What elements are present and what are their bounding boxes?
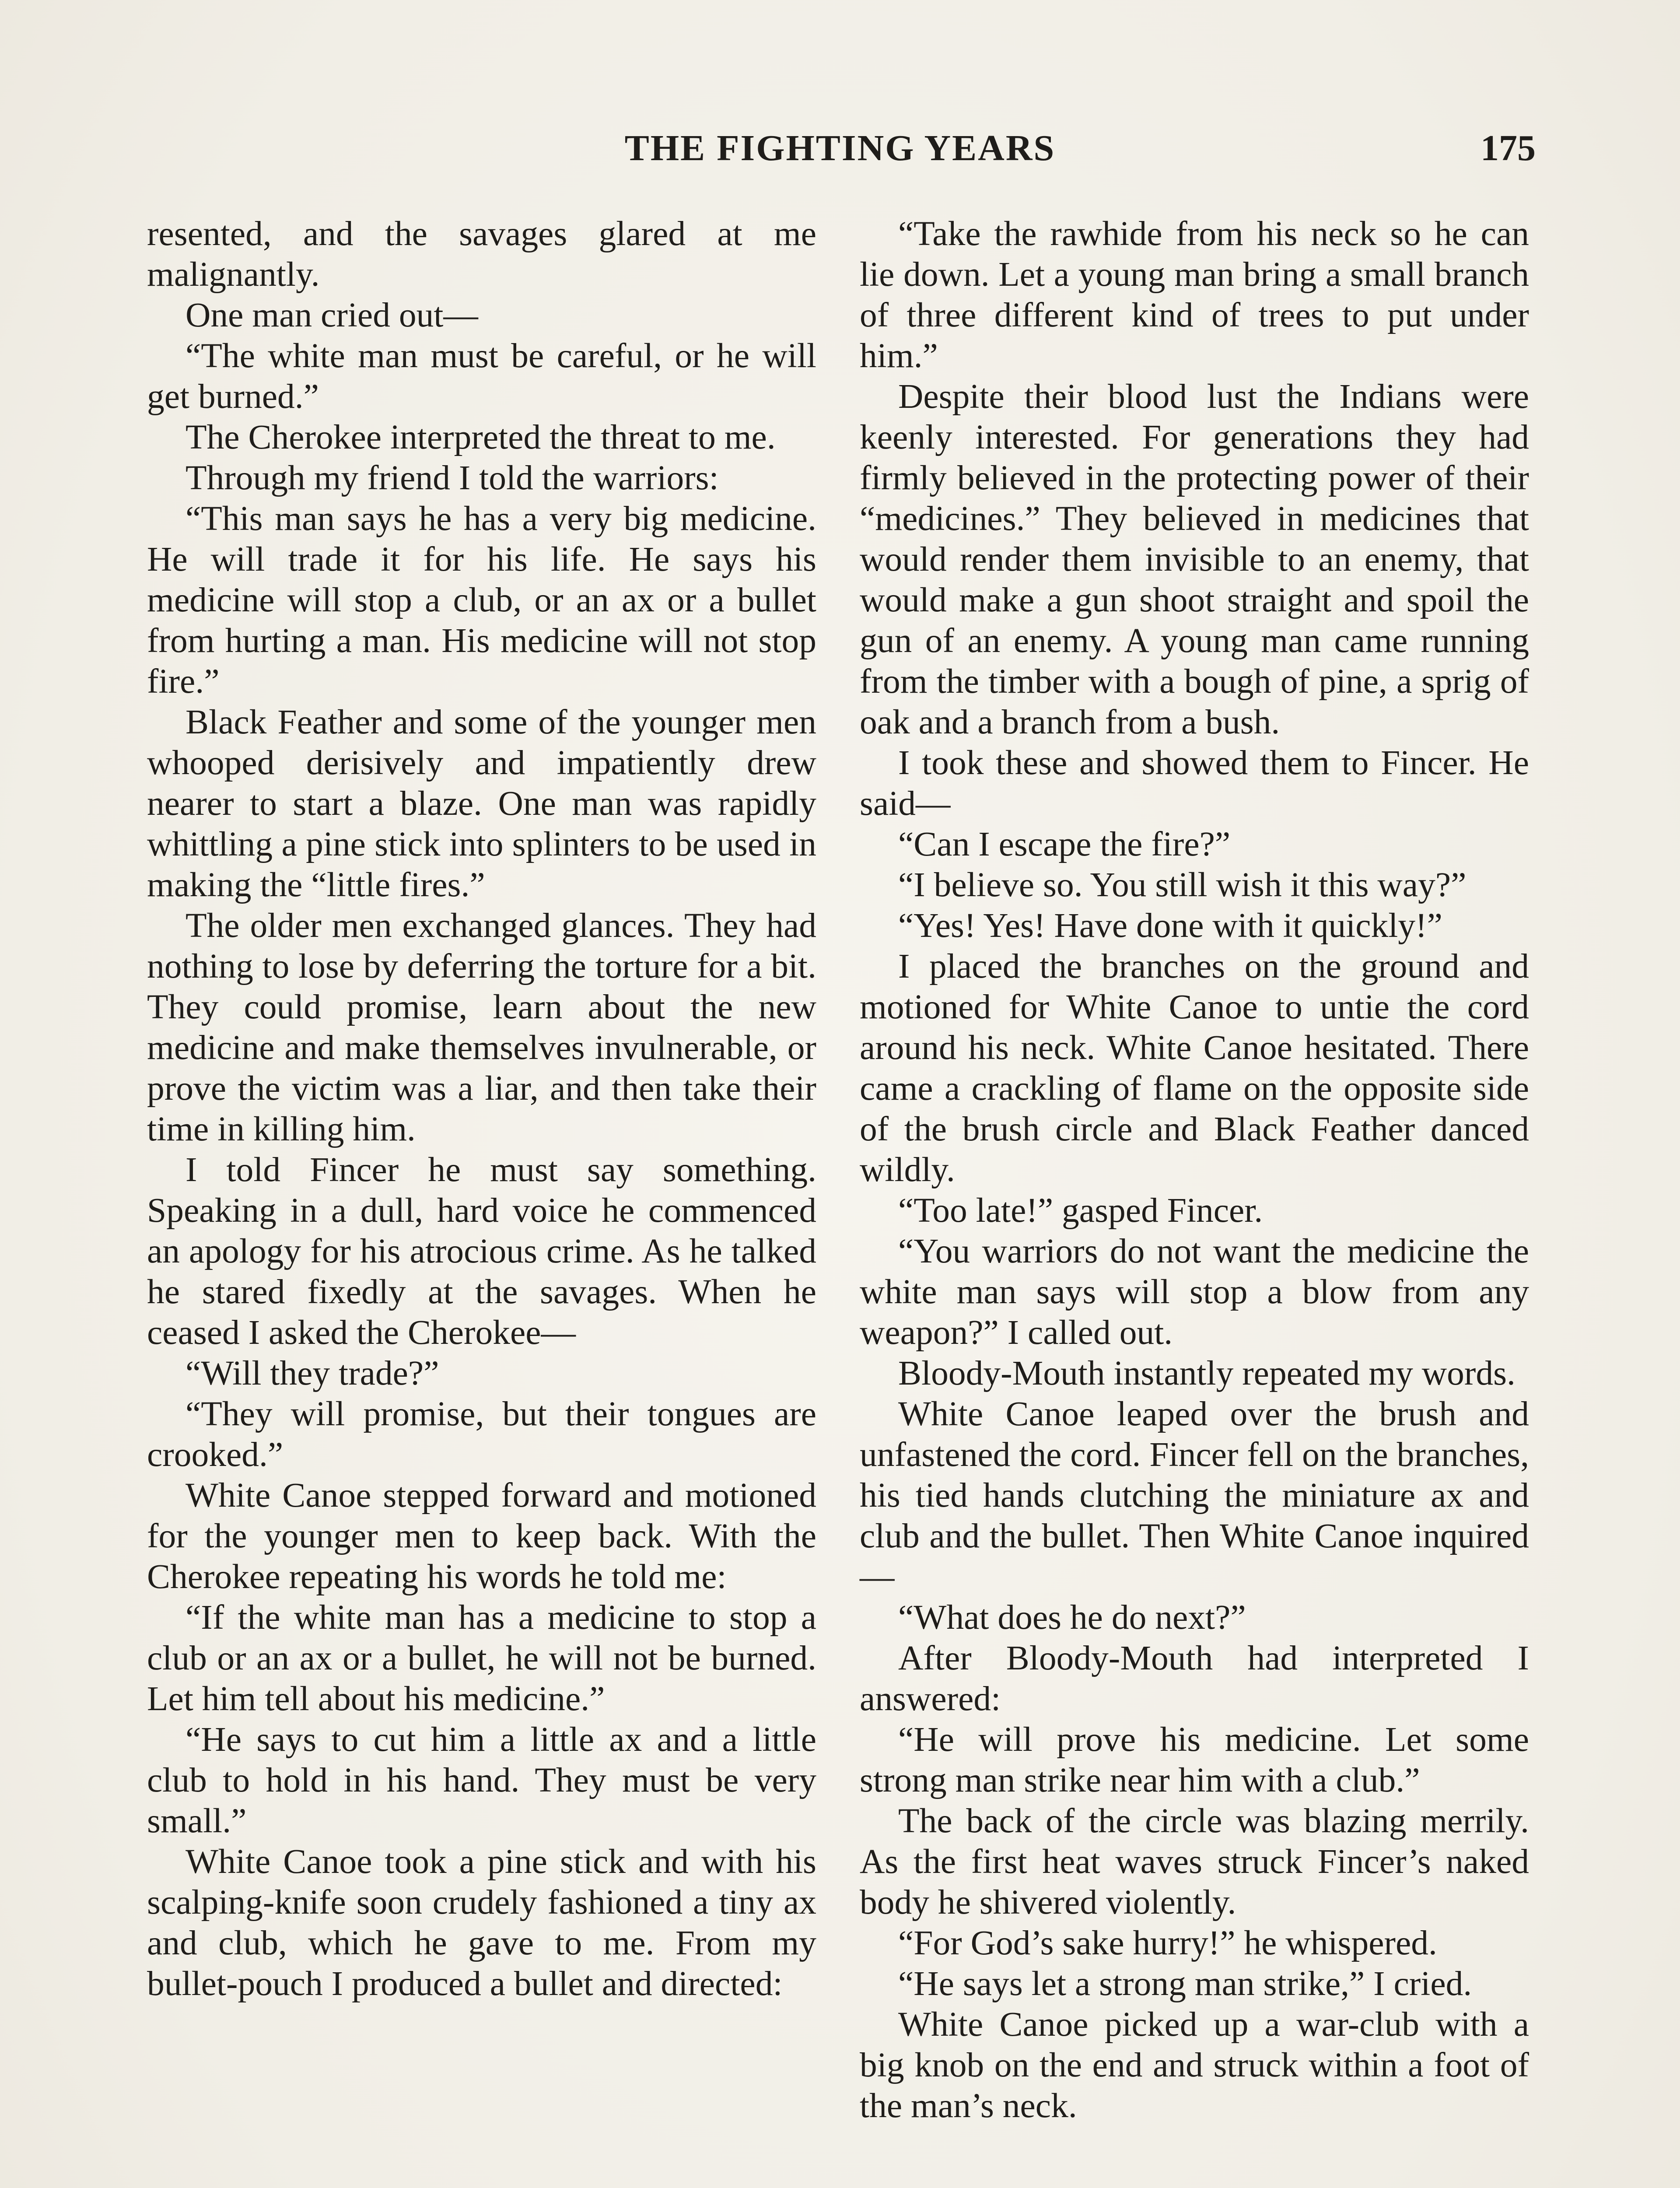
paragraph: I took these and showed them to Fincer. He said— <box>860 743 1529 823</box>
paragraph: The back of the circle was blazing merrily. As the first heat waves struck Fincer’s naked body he shivered violently. <box>860 1802 1529 1922</box>
paragraph: One man cried out— <box>186 296 478 334</box>
paragraph: Bloody-Mouth instantly repeated my words. <box>898 1354 1516 1392</box>
running-header: THE FIGHTING YEARS <box>624 128 1056 168</box>
paragraph: “Take the rawhide from his neck so he can lie down. Let a young man bring a small branch of three different kind of trees to put under him.” <box>860 214 1529 375</box>
paragraph: The Cherokee interpreted the threat to me. <box>186 418 776 456</box>
page-number: 175 <box>1480 128 1536 168</box>
paragraph: “What does he do next?” <box>898 1598 1246 1637</box>
paragraph: Black Feather and some of the younger men whooped derisively and impatiently drew nearer to start a blaze. One man was rapidly whittling a pine stick into splinters to be used in making the “little fires.” <box>147 703 816 904</box>
paragraph: Despite their blood lust the Indians were keenly interested. For generations they had firmly believed in the protecting power of their “medicines.” They believed in medicines that would render them invisible to an enemy, that would make a gun shoot straight and spoil the gun of an enemy. A young man came running from the timber with a bough of pine, a sprig of oak and a branch from a bush. <box>860 377 1529 741</box>
paragraph: “The white man must be careful, or he will get burned.” <box>147 337 816 416</box>
paragraph: White Canoe leaped over the brush and unfastened the cord. Fincer fell on the branches, his tied hands clutching the miniature ax and club and the bullet. Then White Canoe inquired— <box>860 1395 1529 1596</box>
paragraph: The older men exchanged glances. They had nothing to lose by deferring the torture for a bit. They could promise, learn about the new medicine and make themselves invulnerable, or prove the victim was a liar, and then take their time in killing him. <box>147 906 816 1148</box>
paragraph: “He says to cut him a little ax and a little club to hold in his hand. They must be very small.” <box>147 1720 816 1840</box>
paragraph: I told Fincer he must say something. Speaking in a dull, hard voice he commenced an apology for his atrocious crime. As he talked he stared fixedly at the savages. When he ceased I asked the Cherokee— <box>147 1150 816 1352</box>
paragraph: “For God’s sake hurry!” he whispered. <box>898 1924 1437 1962</box>
paragraph: Through my friend I told the warriors: <box>186 459 719 497</box>
paragraph: White Canoe picked up a war-club with a big knob on the end and struck within a foot of the man’s neck. <box>860 2005 1529 2125</box>
paragraph: “Yes! Yes! Have done with it quickly!” <box>898 906 1442 945</box>
paragraph: White Canoe took a pine stick and with his scalping-knife soon crudely fashioned a tiny ax and club, which he gave to me. From my bullet-pouch I produced a bullet and directed: <box>147 1842 816 2003</box>
paragraph: “This man says he has a very big medicine. He will trade it for his life. He says his medicine will stop a club, or an ax or a bullet from hurting a man. His medicine will not stop fire.” <box>147 499 816 701</box>
paragraph: I placed the branches on the ground and motioned for White Canoe to untie the cord around his neck. White Canoe hesitated. There came a crackling of flame on the opposite side of the brush circle and Black Feather danced wildly. <box>860 947 1529 1189</box>
paragraph: “If the white man has a medicine to stop a club or an ax or a bullet, he will not be burned. Let him tell about his medicine.” <box>147 1598 816 1718</box>
paragraph: resented, and the savages glared at me malignantly. <box>147 214 816 294</box>
right-text-column <box>860 214 1529 2126</box>
paragraph: White Canoe stepped forward and motioned for the younger men to keep back. With the Cherokee repeating his words he told me: <box>147 1476 816 1596</box>
paragraph: After Bloody-Mouth had interpreted I answered: <box>860 1639 1529 1718</box>
paragraph: “Too late!” gasped Fincer. <box>898 1191 1263 1230</box>
paragraph: “You warriors do not want the medicine the white man says will stop a blow from any weapon?” I called out. <box>860 1232 1529 1352</box>
paragraph: “They will promise, but their tongues are crooked.” <box>147 1395 816 1474</box>
paragraph: “He says let a strong man strike,” I cried. <box>898 1964 1472 2003</box>
paragraph: “Can I escape the fire?” <box>898 825 1231 863</box>
left-text-column <box>147 214 816 2004</box>
paragraph: “Will they trade?” <box>186 1354 439 1392</box>
paragraph: “He will prove his medicine. Let some strong man strike near him with a club.” <box>860 1720 1529 1799</box>
paragraph: “I believe so. You still wish it this way?” <box>898 866 1466 904</box>
